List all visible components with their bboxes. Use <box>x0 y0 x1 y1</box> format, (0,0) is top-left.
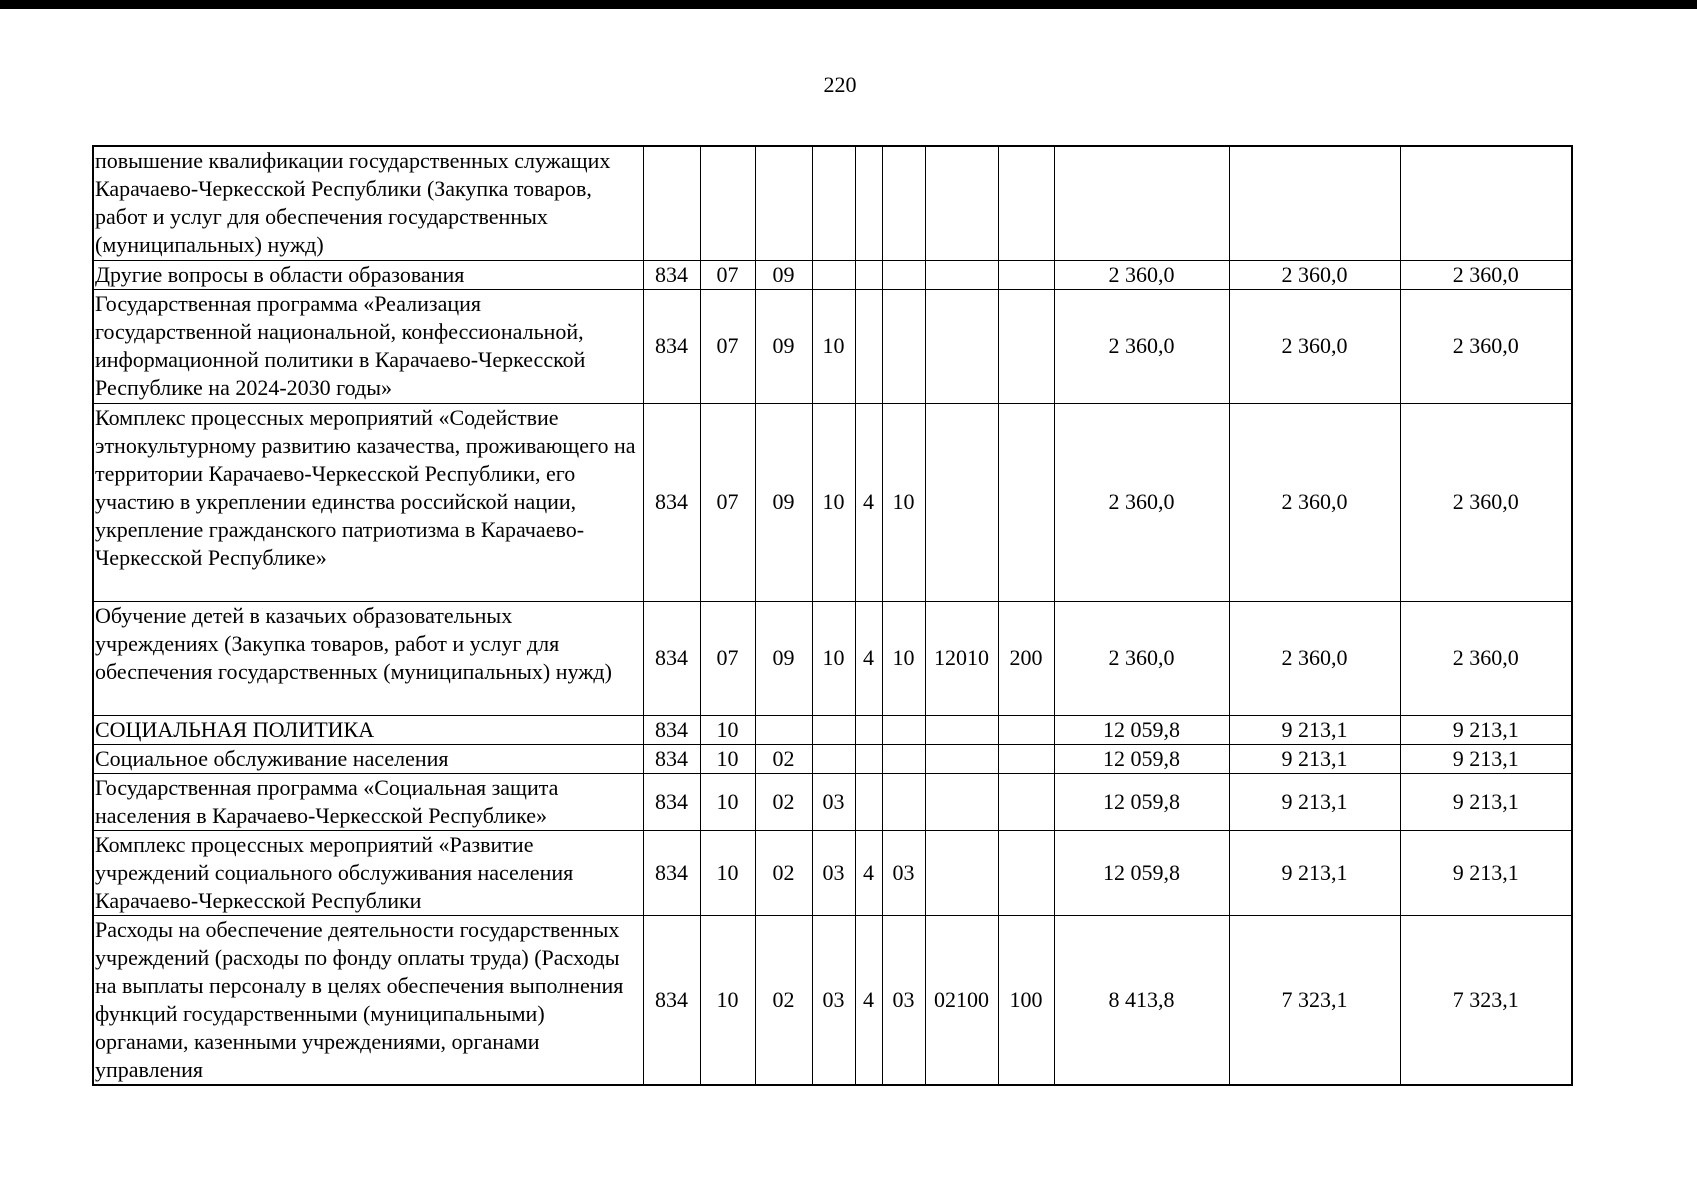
section-code-cell: 07 <box>700 289 755 403</box>
subsection-code-cell <box>755 715 812 744</box>
direction-code-cell: 02100 <box>925 915 998 1085</box>
expense-type-cell <box>998 744 1054 773</box>
direction-code-cell <box>925 830 998 915</box>
subprogram-code-cell <box>882 715 925 744</box>
subsection-code-cell: 02 <box>755 915 812 1085</box>
program-type-cell: 4 <box>855 601 882 715</box>
amount-year1-cell: 12 059,8 <box>1054 830 1229 915</box>
program-code-cell: 03 <box>812 830 855 915</box>
section-code-cell: 07 <box>700 260 755 289</box>
amount-year1-cell: 2 360,0 <box>1054 260 1229 289</box>
row-name-cell: Другие вопросы в области образования <box>93 260 643 289</box>
program-type-cell: 4 <box>855 830 882 915</box>
amount-year1-cell: 12 059,8 <box>1054 773 1229 830</box>
program-code-cell <box>812 744 855 773</box>
program-type-cell <box>855 146 882 260</box>
program-type-cell <box>855 289 882 403</box>
subsection-code-cell: 09 <box>755 260 812 289</box>
admin-code-cell: 834 <box>643 830 700 915</box>
table-row <box>93 715 1572 744</box>
table-row <box>93 915 1572 1085</box>
expense-type-cell <box>998 403 1054 601</box>
amount-year3-cell: 9 213,1 <box>1400 830 1572 915</box>
amount-year2-cell: 9 213,1 <box>1229 744 1400 773</box>
amount-year2-cell: 9 213,1 <box>1229 715 1400 744</box>
direction-code-cell <box>925 715 998 744</box>
budget-table-body <box>93 146 1572 1085</box>
subprogram-code-cell: 03 <box>882 915 925 1085</box>
admin-code-cell: 834 <box>643 289 700 403</box>
expense-type-cell <box>998 830 1054 915</box>
program-type-cell <box>855 773 882 830</box>
amount-year2-cell: 2 360,0 <box>1229 260 1400 289</box>
program-code-cell: 03 <box>812 773 855 830</box>
row-name-cell: Социальное обслуживание населения <box>93 744 643 773</box>
program-code-cell: 10 <box>812 403 855 601</box>
row-name-cell: повышение квалификации государственных служащих Карачаево-Черкесской Республики (Закупка товаров, работ и услуг для обеспечения государственных (муниципальных) нужд) <box>93 146 643 260</box>
section-code-cell: 10 <box>700 773 755 830</box>
expense-type-cell <box>998 289 1054 403</box>
amount-year3-cell: 9 213,1 <box>1400 715 1572 744</box>
amount-year1-cell: 12 059,8 <box>1054 715 1229 744</box>
subprogram-code-cell: 10 <box>882 601 925 715</box>
admin-code-cell: 834 <box>643 915 700 1085</box>
expense-type-cell: 100 <box>998 915 1054 1085</box>
amount-year2-cell: 9 213,1 <box>1229 773 1400 830</box>
table-row <box>93 146 1572 260</box>
expense-type-cell <box>998 260 1054 289</box>
expense-type-cell <box>998 715 1054 744</box>
amount-year1-cell <box>1054 146 1229 260</box>
amount-year1-cell: 12 059,8 <box>1054 744 1229 773</box>
expense-type-cell: 200 <box>998 601 1054 715</box>
admin-code-cell: 834 <box>643 744 700 773</box>
subsection-code-cell: 02 <box>755 773 812 830</box>
page-number: 220 <box>823 72 857 97</box>
amount-year3-cell: 2 360,0 <box>1400 260 1572 289</box>
table-row <box>93 289 1572 403</box>
amount-year3-cell: 9 213,1 <box>1400 744 1572 773</box>
section-code-cell <box>700 146 755 260</box>
amount-year3-cell <box>1400 146 1572 260</box>
row-name-cell: Комплекс процессных мероприятий «Содействие этнокультурному развитию казачества, проживающего на территории Карачаево-Черкесской Республики, его участию в укреплении единства российской нации, укрепление гражданского патриотизма в Карачаево-Черкесской Республике» <box>93 403 643 601</box>
amount-year1-cell: 2 360,0 <box>1054 289 1229 403</box>
expense-type-cell <box>998 146 1054 260</box>
scan-top-edge <box>0 0 1697 9</box>
row-name-cell: Государственная программа «Реализация государственной национальной, конфессиональной, информационной политики в Карачаево-Черкесской Республике на 2024-2030 годы» <box>93 289 643 403</box>
subsection-code-cell <box>755 146 812 260</box>
row-name-cell: Государственная программа «Социальная защита населения в Карачаево-Черкесской Республике» <box>93 773 643 830</box>
direction-code-cell <box>925 403 998 601</box>
program-code-cell: 10 <box>812 601 855 715</box>
program-type-cell <box>855 744 882 773</box>
section-code-cell: 10 <box>700 915 755 1085</box>
program-type-cell <box>855 260 882 289</box>
admin-code-cell: 834 <box>643 601 700 715</box>
amount-year3-cell: 2 360,0 <box>1400 403 1572 601</box>
subprogram-code-cell: 10 <box>882 403 925 601</box>
section-code-cell: 10 <box>700 830 755 915</box>
direction-code-cell <box>925 289 998 403</box>
admin-code-cell: 834 <box>643 773 700 830</box>
section-code-cell: 10 <box>700 744 755 773</box>
section-code-cell: 10 <box>700 715 755 744</box>
table-row <box>93 744 1572 773</box>
admin-code-cell <box>643 146 700 260</box>
row-name-cell: Комплекс процессных мероприятий «Развитие учреждений социального обслуживания населения Карачаево-Черкесской Республики <box>93 830 643 915</box>
program-type-cell <box>855 715 882 744</box>
table-row <box>93 773 1572 830</box>
admin-code-cell: 834 <box>643 403 700 601</box>
program-code-cell: 03 <box>812 915 855 1085</box>
admin-code-cell: 834 <box>643 715 700 744</box>
budget-table <box>92 145 1573 1086</box>
amount-year3-cell: 2 360,0 <box>1400 601 1572 715</box>
amount-year1-cell: 2 360,0 <box>1054 403 1229 601</box>
amount-year3-cell: 9 213,1 <box>1400 773 1572 830</box>
direction-code-cell <box>925 744 998 773</box>
amount-year3-cell: 2 360,0 <box>1400 289 1572 403</box>
expense-type-cell <box>998 773 1054 830</box>
subprogram-code-cell: 03 <box>882 830 925 915</box>
row-name-cell: СОЦИАЛЬНАЯ ПОЛИТИКА <box>93 715 643 744</box>
subprogram-code-cell <box>882 289 925 403</box>
admin-code-cell: 834 <box>643 260 700 289</box>
amount-year2-cell <box>1229 146 1400 260</box>
direction-code-cell <box>925 773 998 830</box>
subprogram-code-cell <box>882 744 925 773</box>
subsection-code-cell: 09 <box>755 403 812 601</box>
program-code-cell <box>812 715 855 744</box>
subprogram-code-cell <box>882 146 925 260</box>
amount-year1-cell: 8 413,8 <box>1054 915 1229 1085</box>
subsection-code-cell: 02 <box>755 830 812 915</box>
subprogram-code-cell <box>882 773 925 830</box>
program-code-cell <box>812 260 855 289</box>
section-code-cell: 07 <box>700 601 755 715</box>
section-code-cell: 07 <box>700 403 755 601</box>
direction-code-cell <box>925 260 998 289</box>
table-row <box>93 601 1572 715</box>
amount-year2-cell: 7 323,1 <box>1229 915 1400 1085</box>
table-row <box>93 830 1572 915</box>
subprogram-code-cell <box>882 260 925 289</box>
amount-year2-cell: 2 360,0 <box>1229 403 1400 601</box>
program-code-cell <box>812 146 855 260</box>
amount-year3-cell: 7 323,1 <box>1400 915 1572 1085</box>
table-row <box>93 260 1572 289</box>
amount-year1-cell: 2 360,0 <box>1054 601 1229 715</box>
table-row <box>93 403 1572 601</box>
program-type-cell: 4 <box>855 403 882 601</box>
subsection-code-cell: 09 <box>755 289 812 403</box>
direction-code-cell <box>925 146 998 260</box>
row-name-cell: Расходы на обеспечение деятельности государственных учреждений (расходы по фонду оплаты труда) (Расходы на выплаты персоналу в целях обеспечения выполнения функций государственными (муниципальными) органами, казенными учреждениями, органами управления <box>93 915 643 1085</box>
subsection-code-cell: 09 <box>755 601 812 715</box>
amount-year2-cell: 9 213,1 <box>1229 830 1400 915</box>
row-name-cell: Обучение детей в казачьих образовательных учреждениях (Закупка товаров, работ и услуг для обеспечения государственных (муниципальных) нужд) <box>93 601 643 715</box>
amount-year2-cell: 2 360,0 <box>1229 601 1400 715</box>
direction-code-cell: 12010 <box>925 601 998 715</box>
amount-year2-cell: 2 360,0 <box>1229 289 1400 403</box>
subsection-code-cell: 02 <box>755 744 812 773</box>
program-type-cell: 4 <box>855 915 882 1085</box>
program-code-cell: 10 <box>812 289 855 403</box>
